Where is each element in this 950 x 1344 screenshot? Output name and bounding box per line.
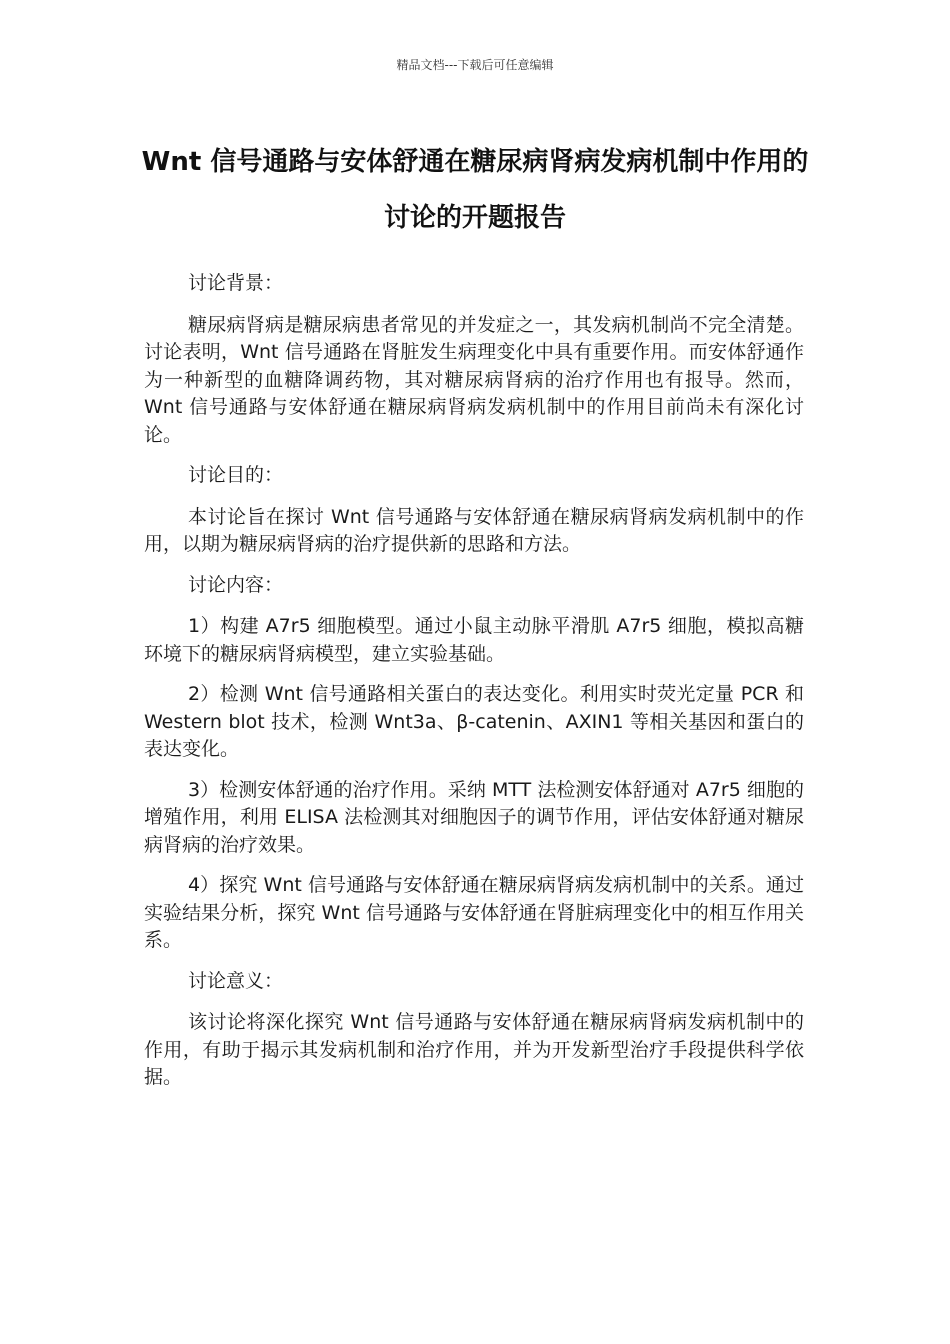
section-heading-purpose: 讨论目的： bbox=[188, 464, 284, 486]
page-header: 精品文档---下载后可任意编辑 bbox=[396, 58, 554, 72]
purpose-paragraph: 本讨论旨在探讨 Wnt 信号通路与安体舒通在糖尿病肾病发病机制中的作用，以期为糖尿病肾病的治疗提供新的思路和方法。 bbox=[144, 505, 804, 555]
background-paragraph: 糖尿病肾病是糖尿病患者常见的并发症之一，其发病机制尚不完全清楚。讨论表明，Wnt 信号通路在肾脏发生病理变化中具有重要作用。而安体舒通作为一种新型的血糖降调药物，其对糖尿病肾病的治疗作用也有报导。然而，Wnt 信号通路与安体舒通在糖尿病肾病发病机制中的作用目前尚未有深化讨论。 bbox=[144, 313, 804, 446]
document-title: Wnt 信号通路与安体舒通在糖尿病肾病发病机制中作用的讨论的开题报告 bbox=[141, 147, 809, 233]
section-heading-background: 讨论背景： bbox=[188, 272, 284, 294]
significance-paragraph: 该讨论将深化探究 Wnt 信号通路与安体舒通在糖尿病肾病发病机制中的作用，有助于揭示其发病机制和治疗作用，并为开发新型治疗手段提供科学依据。 bbox=[144, 1011, 804, 1088]
document-body bbox=[144, 270, 804, 1105]
section-heading-content: 讨论内容： bbox=[188, 573, 284, 596]
section-heading-significance: 讨论意义： bbox=[188, 969, 284, 992]
content-item-4: 4）探究 Wnt 信号通路与安体舒通在糖尿病肾病发病机制中的关系。通过实验结果分析，探究 Wnt 信号通路与安体舒通在肾脏病理变化中的相互作用关系。 bbox=[144, 874, 804, 951]
content-item-3: 3）检测安体舒通的治疗作用。采纳 MTT 法检测安体舒通对 A7r5 细胞的增殖作用，利用 ELISA 法检测其对细胞因子的调节作用，评估安体舒通对糖尿病肾病的治疗效果。 bbox=[144, 778, 804, 856]
content-item-1: 1）构建 A7r5 细胞模型。通过小鼠主动脉平滑肌 A7r5 细胞，模拟高糖环境下的糖尿病肾病模型，建立实验基础。 bbox=[144, 615, 804, 665]
content-item-2: 2）检测 Wnt 信号通路相关蛋白的表达变化。利用实时荧光定量 PCR 和 Western blot 技术，检测 Wnt3a、β-catenin、AXIN1 等相关基因和蛋白的表达变化。 bbox=[144, 683, 804, 760]
